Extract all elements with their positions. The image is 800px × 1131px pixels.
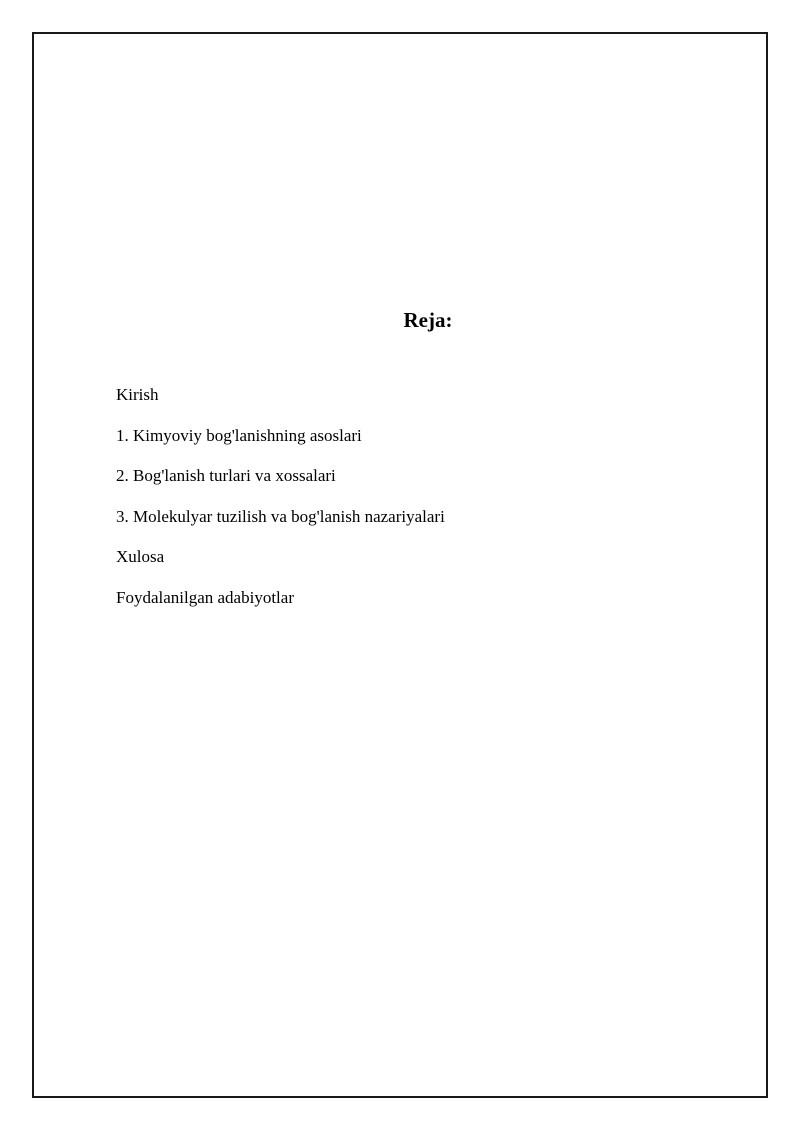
plan-item-introduction: Kirish (116, 385, 159, 404)
plan-item-3: 3. Molekulyar tuzilish va bog'lanish nazariyalari (116, 506, 445, 526)
page-title: Reja: (403, 308, 453, 332)
plan-list (116, 384, 445, 627)
plan-item-conclusion: Xulosa (116, 547, 165, 566)
plan-item-2: 2. Bog'lanish turlari va xossalari (116, 466, 336, 485)
page-frame (32, 32, 768, 1098)
plan-item-1: 1. Kimyoviy bog'lanishning asoslari (116, 425, 362, 445)
plan-item-references: Foydalanilgan adabiyotlar (116, 587, 294, 607)
